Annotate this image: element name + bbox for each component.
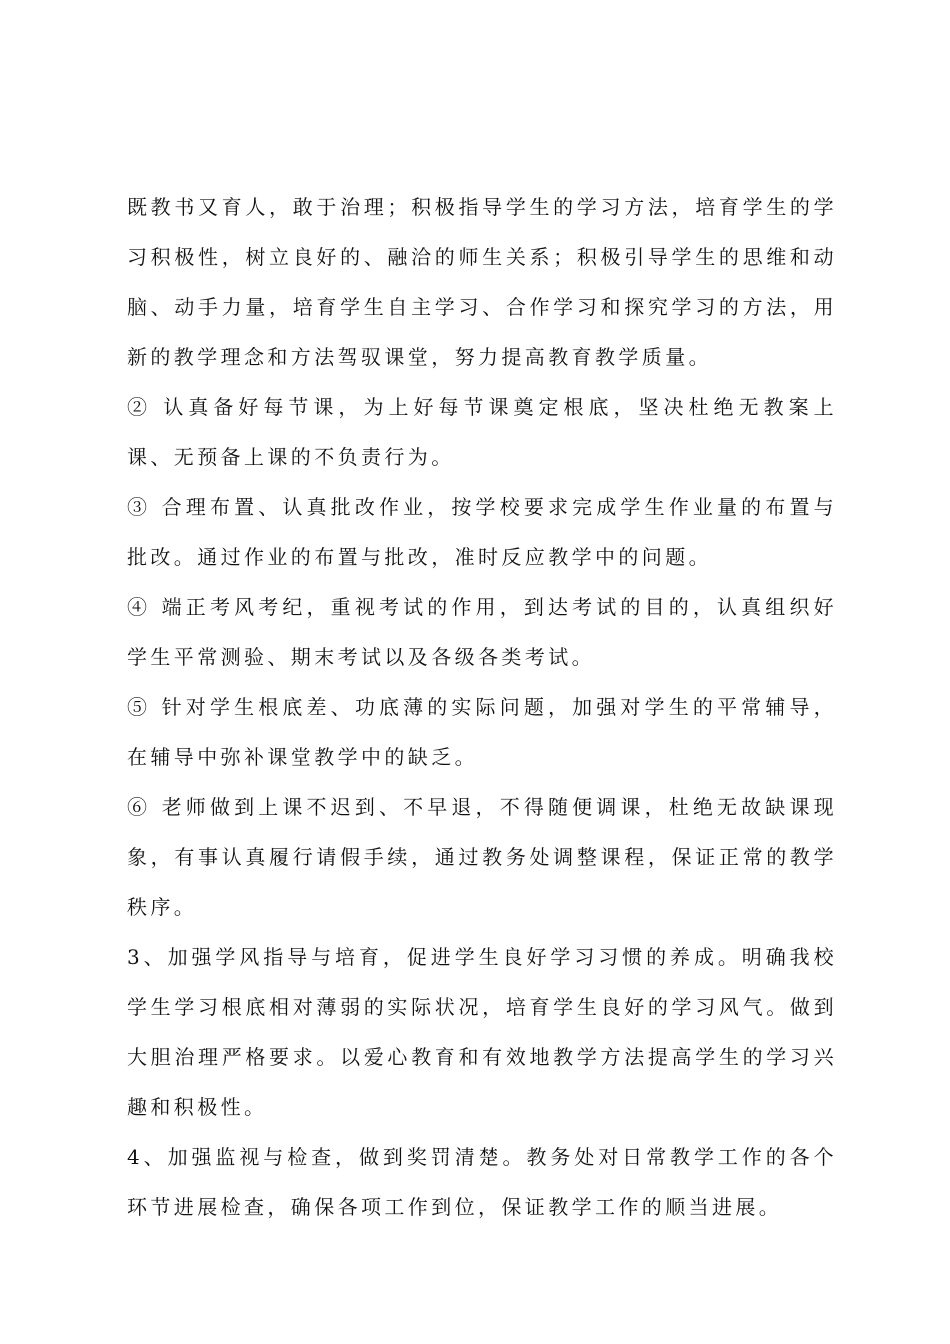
paragraph-item-3: ③ 合理布置、认真批改作业，按学校要求完成学生作业量的布置与批改。通过作业的布置与批改，准时反应教学中的问题。 xyxy=(127,495,837,569)
paragraph-section-4: 4、加强监视与检查，做到奖罚清楚。教务处对日常教学工作的各个环节进展检查，确保各项工作到位，保证教学工作的顺当进展。 xyxy=(127,1145,837,1219)
paragraph-item-6: ⑥ 老师做到上课不迟到、不早退，不得随便调课，杜绝无故缺课现象，有事认真履行请假手续，通过教务处调整课程，保证正常的教学秩序。 xyxy=(127,795,837,919)
document-body xyxy=(127,182,837,1232)
paragraph-item-5: ⑤ 针对学生根底差、功底薄的实际问题，加强对学生的平常辅导，在辅导中弥补课堂教学中的缺乏。 xyxy=(127,695,837,769)
paragraph-section-3: 3、加强学风指导与培育，促进学生良好学习习惯的养成。明确我校学生学习根底相对薄弱的实际状况，培育学生良好的学习风气。做到大胆治理严格要求。以爱心教育和有效地教学方法提高学生的学习兴趣和积极性。 xyxy=(127,945,837,1119)
paragraph-item-2: ② 认真备好每节课，为上好每节课奠定根底，坚决杜绝无教案上课、无预备上课的不负责行为。 xyxy=(127,395,837,469)
paragraph-item-4: ④ 端正考风考纪，重视考试的作用，到达考试的目的，认真组织好学生平常测验、期末考试以及各级各类考试。 xyxy=(127,595,837,669)
paragraph-continuation: 既教书又育人，敢于治理；积极指导学生的学习方法，培育学生的学习积极性，树立良好的、融洽的师生关系；积极引导学生的思维和动脑、动手力量，培育学生自主学习、合作学习和探究学习的方法，用新的教学理念和方法驾驭课堂，努力提高教育教学质量。 xyxy=(127,195,837,369)
